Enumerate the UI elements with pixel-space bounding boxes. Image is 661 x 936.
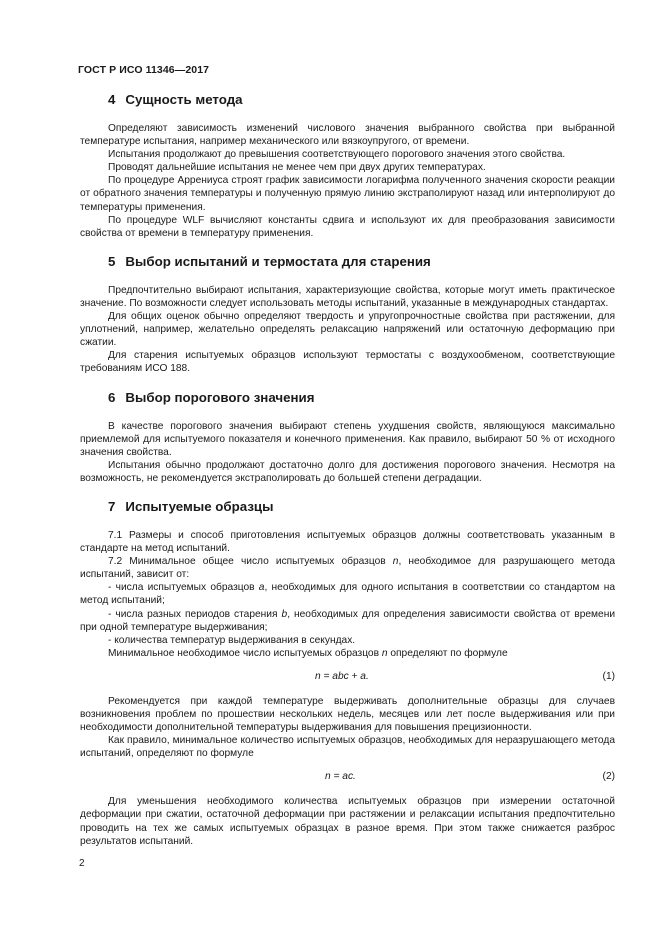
section-title: Сущность метода	[125, 92, 243, 107]
section-title: Испытуемые образцы	[125, 498, 274, 514]
variable-n: n	[381, 647, 388, 659]
section-number: 6	[108, 389, 116, 405]
paragraph: Проводят дальнейшие испытания не менее чем при двух других температурах.	[108, 162, 486, 174]
section-4	[80, 92, 615, 240]
section-number: 5	[108, 253, 116, 269]
formula-2	[80, 770, 615, 783]
document-body	[80, 92, 615, 848]
formula-number: (2)	[602, 771, 615, 783]
paragraph: По процедуре Аррениуса строят график зависимости логарифма полученного значения скорости реакции от обратного значения температуры и полученную прямую линию экстраполируют назад или интерполируют до температуры применения.	[80, 175, 615, 213]
section-5	[80, 254, 615, 376]
paragraph: Для общих оценок обычно определяют твердость и упругопрочностные свойства при растяжении, для уплотнений, например, желательно определять релаксацию напряжений или остаточную деформацию при сжатии.	[80, 311, 615, 349]
formula-1	[80, 670, 615, 683]
paragraph: Испытания обычно продолжают достаточно долго для достижения порогового значения. Несмотря на возможность, не рекомендуется экстраполировать до большей степени деградации.	[80, 459, 615, 484]
paragraph: 7.2 Минимальное общее число испытуемых образцов n, необходимое для разрушающего метода испытаний, зависит от:	[80, 556, 615, 581]
list-item: - количества температур выдерживания в секундах.	[108, 634, 356, 646]
section-number: 7	[108, 498, 116, 514]
section-heading	[108, 254, 615, 270]
section-heading	[108, 499, 615, 515]
variable-a: a	[258, 582, 265, 594]
document-header: ГОСТ Р ИСО 11346—2017	[78, 64, 210, 76]
paragraph: В качестве порогового значения выбирают степень ухудшения свойств, являющуюся максимально приемлемой для испытуемого показателя и конечного применения. Как правило, выбирают 50 % от исходного значения свойства.	[80, 420, 615, 458]
paragraph: Для старения испытуемых образцов используют термостаты с воздухообменом, соответствующие требованиям ИСО 188.	[80, 350, 615, 375]
section-6	[80, 390, 615, 485]
variable-b: b	[281, 608, 288, 620]
list-item: - числа испытуемых образцов a, необходимых для одного испытания в соответствии со стандартом на метод испытаний;	[80, 582, 615, 607]
paragraph: Испытания продолжают до превышения соответствующего порогового значения этого свойства.	[108, 149, 566, 161]
formula-number: (1)	[602, 670, 615, 682]
paragraph: Минимальное необходимое число испытуемых образцов n определяют по формуле	[108, 647, 508, 659]
paragraph: Рекомендуется при каждой температуре выдерживать дополнительные образцы для случаев возникновения проблем по прошествии нескольких недель, месяцев или лет после выдерживания или при необходимости дополнительной температуры выдерживания для повышения прецизионности.	[80, 695, 615, 734]
page-number: 2	[79, 858, 85, 869]
paragraph: Как правило, минимальное количество испытуемых образцов, необходимых для неразрушающего метода испытаний, определяют по формуле	[80, 735, 615, 760]
variable-n: n	[392, 556, 399, 568]
paragraph: Определяют зависимость изменений числового значения выбранного свойства при выбранной температуре испытания, например механического или вязкоупругого, от времени.	[80, 123, 615, 148]
section-title: Выбор порогового значения	[125, 389, 315, 405]
list-item: - числа разных периодов старения b, необходимых для определения зависимости свойства от времени при одной температуре выдерживания;	[80, 608, 616, 633]
paragraph: 7.1 Размеры и способ приготовления испытуемых образцов должны соответствовать указанным в стандарте на метод испытаний.	[80, 529, 615, 555]
section-heading	[108, 92, 615, 108]
paragraph: По процедуре WLF вычисляют константы сдвига и используют их для преобразования зависимости свойства от времени в температуру применения.	[80, 214, 615, 239]
paragraph: Предпочтительно выбирают испытания, характеризующие свойства, которые могут иметь практическое значение. По возможности следует использовать методы испытаний, указанные в международных стандартах.	[80, 284, 615, 309]
section-7	[80, 499, 615, 848]
section-title: Выбор испытаний и термостата для старения	[125, 253, 431, 269]
formula-expression: n = ac.	[325, 771, 356, 783]
formula-expression: n = abc + a.	[315, 670, 369, 682]
section-number: 4	[108, 92, 116, 107]
section-heading	[108, 390, 615, 406]
paragraph: Для уменьшения необходимого количества испытуемых образцов при измерении остаточной деформации при сжатии, остаточной деформации при растяжении и релаксации испытания предпочтительно проводить на тех же самых испытуемых образцах в разное время. При этом также снижается разброс результатов испытаний.	[80, 796, 615, 847]
